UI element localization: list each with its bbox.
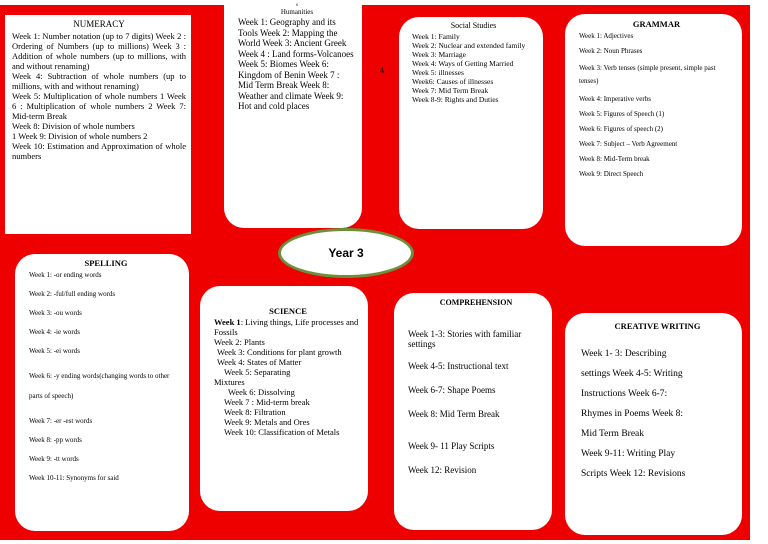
list-item: Week 4: Imperative verbs — [579, 95, 651, 103]
list-item: Scripts Week 12: Revisions — [581, 469, 686, 479]
science-week1-label: Week 1 — [214, 317, 241, 327]
humanities-marker: s — [296, 3, 298, 8]
year-label: Year 3 — [278, 228, 414, 278]
science-content — [214, 317, 362, 437]
comprehension-title: COMPREHENSION — [439, 298, 513, 307]
list-item: Week6: Causes of illnesses — [412, 77, 494, 86]
science-line: Week 8: Filtration — [224, 407, 286, 417]
grammar-list — [579, 32, 734, 178]
list-item: Instructions Week 6-7: — [581, 389, 668, 399]
numeracy-line: Week 1: Number notation (up to 7 digits) Week 2 : Ordering of Numbers (up to millions) Week 3 : Addition of whole numbers (up to millions, with and without renaming) — [12, 31, 186, 71]
list-item: Week 7: Subject – Verb Agreement — [579, 140, 678, 148]
numeracy-line: Week 4: Subtraction of whole numbers (up to millions, with and without renaming) — [12, 71, 186, 91]
creative-writing-list — [581, 349, 734, 479]
science-line: Week 2: Plants — [214, 337, 265, 347]
numeracy-line: 1 Week 9: Division of whole numbers 2 — [12, 131, 148, 141]
list-item: Week 5: illnesses — [412, 68, 464, 77]
spelling-box — [15, 254, 189, 531]
science-line: Week 9: Metals and Ores — [224, 417, 310, 427]
list-item: Week 9- 11 Play Scripts — [408, 441, 495, 451]
list-item: Week 1: -or ending words — [29, 271, 102, 279]
social-studies-list — [412, 32, 535, 104]
grammar-title: GRAMMAR — [632, 19, 681, 29]
list-item: Week 2: Noun Phrases — [579, 47, 643, 55]
creative-writing-title: CREATIVE WRITING — [614, 321, 701, 331]
list-item: Week 1: Adjectives — [579, 32, 634, 40]
numeracy-line: Week 8: Division of whole numbers — [12, 121, 135, 131]
social-studies-box — [399, 17, 543, 229]
list-item: settings Week 4-5: Writing — [581, 369, 683, 379]
list-item: Week 6: Figures of speech (2) — [579, 125, 663, 133]
list-item: Week 3: -ou words — [29, 309, 82, 317]
creative-writing-box — [565, 313, 742, 535]
science-line: Week 7 : Mid-term break — [224, 397, 310, 407]
list-item: Week 1- 3: Describing — [581, 349, 667, 359]
humanities-title: Humanities — [280, 8, 314, 16]
humanities-box — [224, 0, 362, 228]
science-line: Week 10: Classification of Metals — [224, 427, 340, 437]
list-item: Week 9: -tt words — [29, 455, 79, 463]
list-item: Week 1-3: Stories with familiar settings — [408, 329, 522, 349]
science-line: Mixtures — [214, 377, 245, 387]
list-item: Week 7: -er -est words — [29, 417, 93, 425]
list-item: Week 3: Marriage — [412, 50, 466, 59]
list-item: Week 6: -y ending words(changing words to other parts of speech) — [29, 372, 170, 400]
list-item: Week 8: -pp words — [29, 436, 82, 444]
science-line: Week 3: Conditions for plant growth Week 4: States of Matter — [217, 347, 342, 367]
list-item: Week 7: Mid Term Break — [412, 86, 489, 95]
numeracy-line: Week 10: Estimation and Approximation of whole numbers — [12, 141, 186, 161]
numeracy-content — [12, 31, 186, 161]
grammar-box — [565, 14, 742, 246]
science-week1-text: : Living things, Life processes and Fossils — [214, 317, 359, 337]
spelling-title: SPELLING — [84, 258, 128, 268]
list-item: Week 5: Figures of Speech (1) — [579, 110, 665, 118]
numeracy-line: Week 5: Multiplication of whole numbers 1 Week 6 : Multiplication of whole numbers 2 Week 7: Mid-term Break — [12, 91, 186, 121]
comprehension-list — [408, 329, 544, 475]
list-item: Week 1: Family — [412, 32, 460, 41]
comprehension-box — [394, 293, 552, 530]
science-line: Week 6: Dissolving — [228, 387, 295, 397]
numeracy-box — [5, 15, 191, 234]
list-item: Rhymes in Poems Week 8: — [581, 409, 683, 419]
list-item: Week 9-11: Writing Play — [581, 449, 676, 459]
humanities-text: Week 1: Geography and its Tools Week 2: Mapping the World Week 3: Ancient Greek Week 4 : Land forms-Volcanoes Week 5: Biomes Week 6: Kingdom of Benin Week 7 : Mid Term Break Week 8: Weather and climate Week 9: Hot and cold places — [238, 17, 354, 111]
list-item: Week 8-9: Rights and Duties — [412, 95, 499, 104]
list-item: Week 8: Mid-Term break — [579, 155, 650, 163]
list-item: Week 6-7: Shape Poems — [408, 385, 496, 395]
list-item: Week 9: Direct Speech — [579, 170, 644, 178]
list-item: Week 2: Nuclear and extended family — [412, 41, 526, 50]
science-box — [200, 286, 368, 511]
list-item: Week 4-5: Instructional text — [408, 361, 509, 371]
list-item: Week 3: Verb tenses (simple present, simple past tenses) — [579, 64, 716, 85]
science-line — [214, 317, 362, 337]
science-line: Week 5: Separating — [224, 367, 291, 377]
science-title: SCIENCE — [269, 306, 307, 316]
stray-number: 4 — [380, 66, 384, 75]
list-item: Week 4: -ie words — [29, 328, 80, 336]
list-item: Week 12: Revision — [408, 465, 477, 475]
list-item: Mid Term Break — [581, 429, 645, 439]
spelling-list — [29, 271, 183, 482]
list-item: Week 5: -ei words — [29, 347, 80, 355]
numeracy-title: NUMERACY — [73, 19, 125, 29]
list-item: Week 2: -ful/full ending words — [29, 290, 116, 298]
list-item: Week 10-11: Synonyms for said — [29, 474, 119, 482]
social-studies-title: Social Studies — [450, 21, 497, 30]
list-item: Week 8: Mid Term Break — [408, 409, 500, 419]
list-item: Week 4: Ways of Getting Married — [412, 59, 514, 68]
